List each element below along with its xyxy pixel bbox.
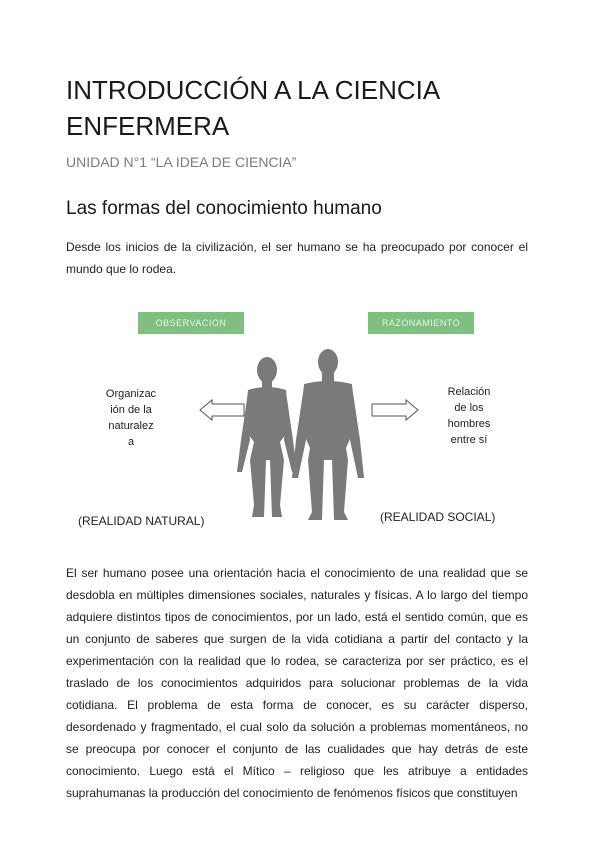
social-reality-caption: (REALIDAD SOCIAL) (380, 510, 496, 524)
female-silhouette-icon (237, 357, 297, 517)
observation-box: OBSERVACION (138, 312, 244, 334)
intro-paragraph: Desde los inicios de la civilización, el ser humano se ha preocupado por conocer el mundo que lo rodea. (66, 240, 528, 276)
reasoning-box: RAZONAMIENTO (368, 312, 474, 334)
section-heading: Las formas del conocimiento humano (66, 198, 382, 219)
human-relations-label: Relación de los hombres entre sí (447, 386, 491, 446)
male-silhouette-icon (292, 349, 364, 520)
body-paragraph: El ser humano posee una orientación hacia el conocimiento de una realidad que se desdobla en múltiples dimensiones sociales, naturales y físicas. A lo largo del tiempo adquiere distintos tipos de conocimientos, por un lado, está el sentido común, que es un conjunto de saberes que surgen de la vida cotidiana a partir del contacto y la experimentación con la realidad que lo rodea, se caracteriza por ser práctico, es el traslado de los conocimientos adquiridos para solucionar problemas de la vida cotidiana. El problema de esta forma de conocer, es su carácter disperso, desordenado y fragmentado, el cual solo da solución a problemas momentáneos, no se preocupa por conocer el conjunto de las cualidades que hay detrás de este conocimiento. Luego está el Mítico – religioso que les atribuye a entidades suprahumanas la producción del conocimiento de fenómenos físicos que constituyen (66, 566, 528, 800)
right-arrow-icon (372, 400, 418, 420)
nature-organization-label: Organizac ión de la naturalez a (105, 388, 157, 448)
document-title: INTRODUCCIÓN A LA CIENCIA ENFERMERA (66, 75, 439, 141)
knowledge-figure (66, 300, 528, 540)
left-arrow-icon (200, 400, 244, 420)
document-subtitle: UNIDAD N°1 “LA IDEA DE CIENCIA” (66, 154, 297, 170)
natural-reality-caption: (REALIDAD NATURAL) (78, 514, 205, 528)
